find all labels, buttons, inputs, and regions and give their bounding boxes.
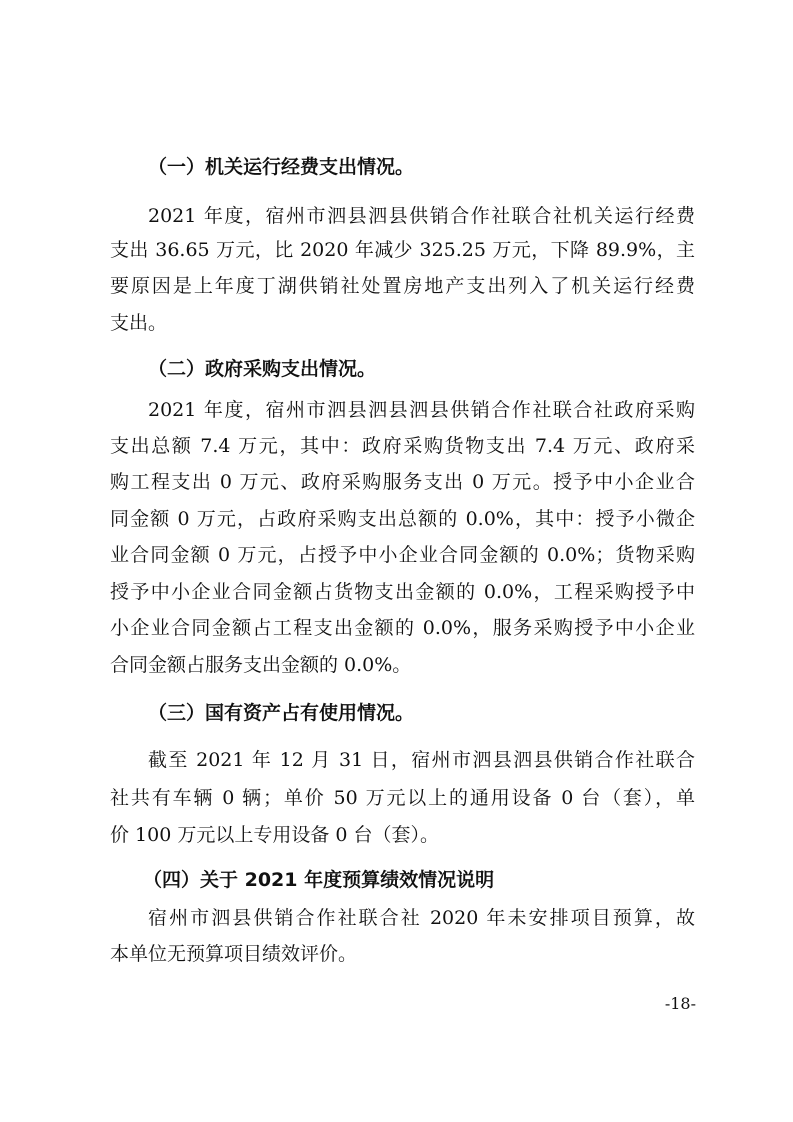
section-2-line-7: 小企业合同金额占工程支出金额的 0.0%，服务采购授予中小企业	[110, 617, 695, 639]
section-1-line-4: 支出。	[110, 312, 168, 334]
section-1-line-3: 要原因是上年度丁湖供销社处置房地产支出列入了机关运行经费	[110, 275, 695, 297]
section-2-heading: （二）政府采购支出情况。	[148, 358, 377, 380]
section-4-line-2: 本单位无预算项目绩效评价。	[110, 943, 358, 965]
section-3-line-1: 截至 2021 年 12 月 31 日，宿州市泗县泗县供销合作社联合	[148, 749, 695, 771]
section-2-line-8: 合同金额占服务支出金额的 0.0%。	[110, 654, 412, 676]
section-2-line-2: 支出总额 7.4 万元，其中：政府采购货物支出 7.4 万元、政府采	[110, 435, 695, 457]
section-1-line-1: 2021 年度，宿州市泗县泗县供销合作社联合社机关运行经费	[148, 205, 695, 227]
section-4-heading: （四）关于 2021 年度预算绩效情况说明	[143, 869, 495, 891]
section-2-line-4: 同金额 0 万元，占政府采购支出总额的 0.0%，其中：授予小微企	[110, 508, 695, 530]
section-2-line-3: 购工程支出 0 万元、政府采购服务支出 0 万元。授予中小企业合	[110, 471, 695, 493]
section-4-line-1: 宿州市泗县供销合作社联合社 2020 年未安排项目预算，故	[148, 907, 695, 929]
section-3-line-2: 社共有车辆 0 辆；单价 50 万元以上的通用设备 0 台（套），单	[110, 787, 695, 809]
section-2-line-1: 2021 年度，宿州市泗县泗县泗县供销合作社联合社政府采购	[148, 399, 695, 421]
section-2-line-5: 业合同金额 0 万元，占授予中小企业合同金额的 0.0%；货物采购	[110, 544, 695, 566]
section-1-heading: （一）机关运行经费支出情况。	[148, 156, 415, 178]
page-number: -18-	[664, 994, 696, 1013]
section-1-line-2: 支出 36.65 万元，比 2020 年减少 325.25 万元，下降 89.9%，主	[110, 239, 695, 261]
section-3-line-3: 价 100 万元以上专用设备 0 台（套）。	[110, 824, 440, 846]
section-3-heading: （三）国有资产占有使用情况。	[148, 702, 415, 724]
section-2-line-6: 授予中小企业合同金额占货物支出金额的 0.0%，工程采购授予中	[110, 581, 695, 603]
